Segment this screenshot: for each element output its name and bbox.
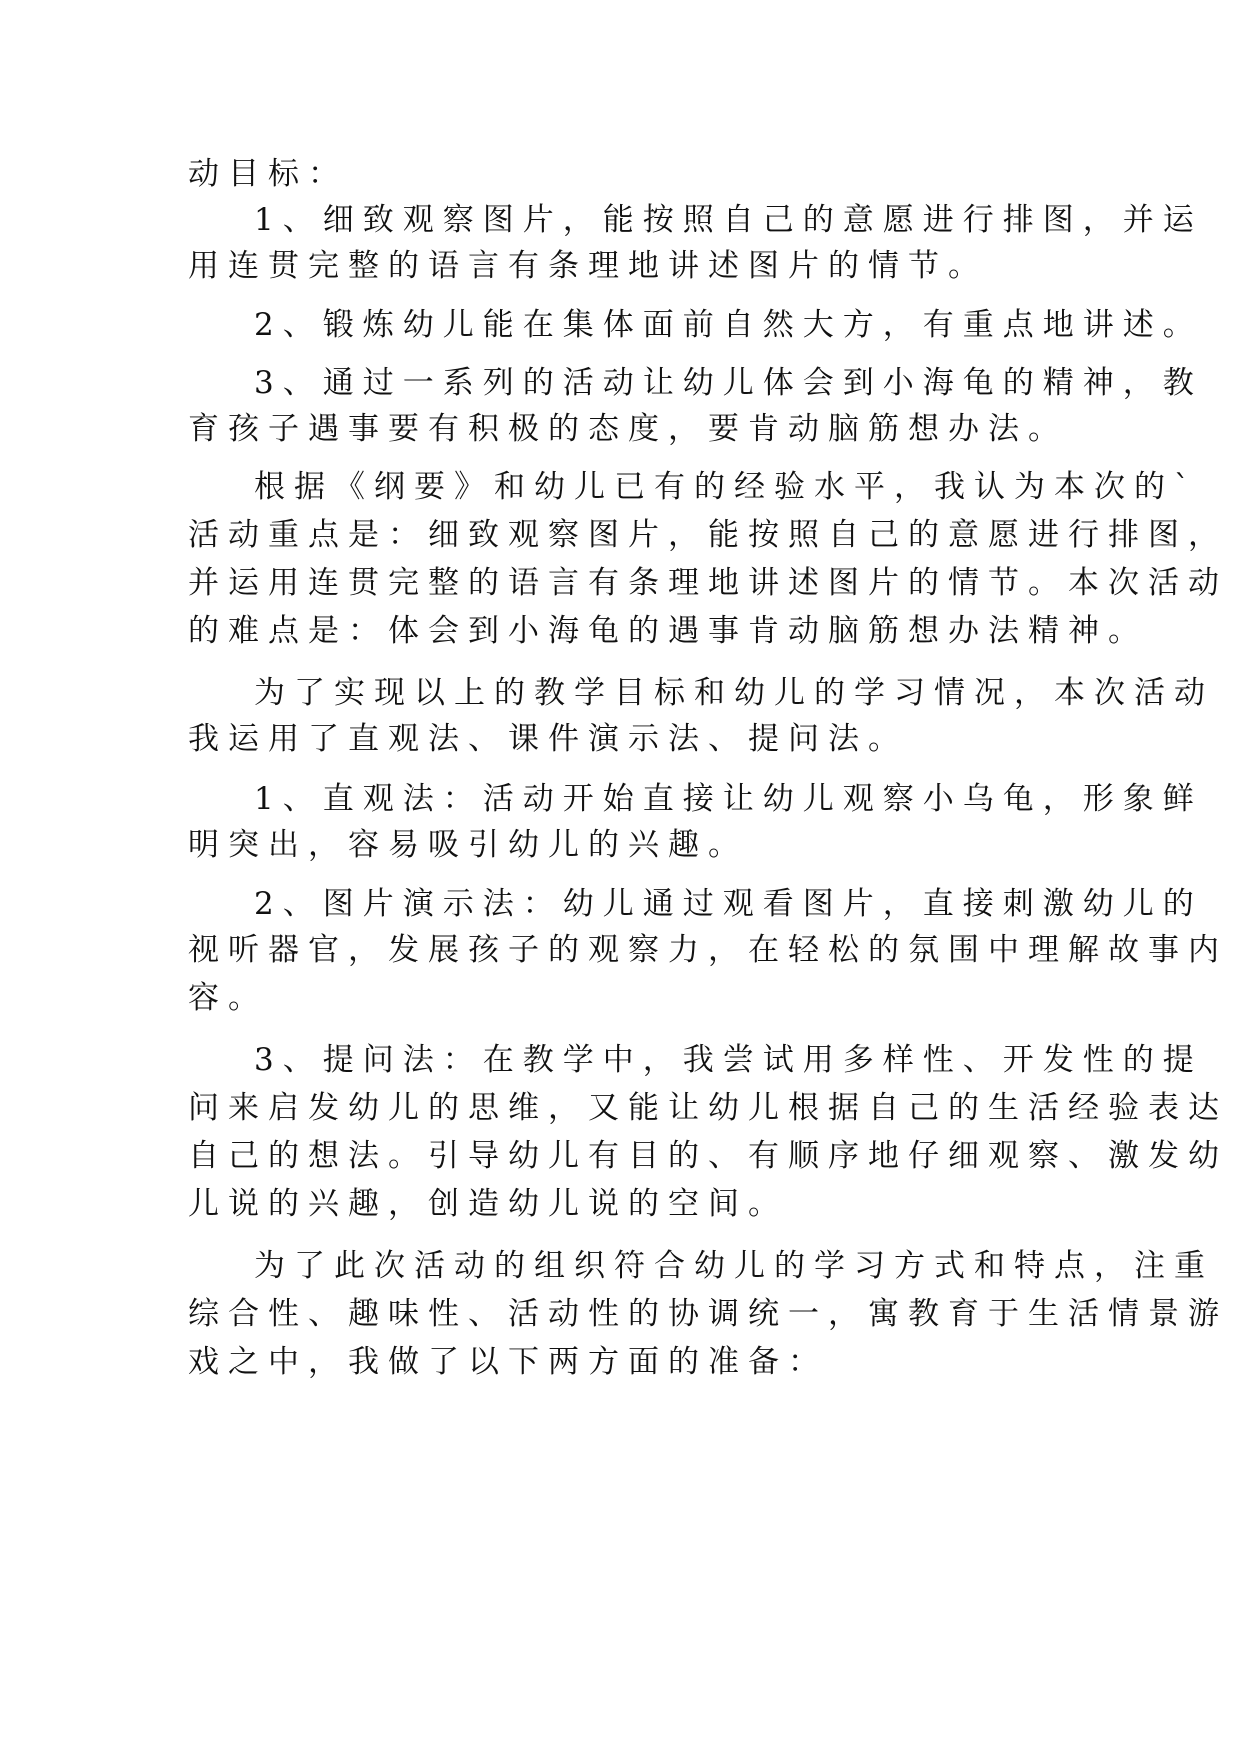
text-line: 问来启发幼儿的思维，又能让幼儿根据自己的生活经验表达 [188,1090,1228,1126]
text-line: 戏之中，我做了以下两方面的准备： [188,1344,828,1380]
text-line: 明突出，容易吸引幼儿的兴趣。 [188,827,748,863]
text-line: 为了此次活动的组织符合幼儿的学习方式和特点，注重 [254,1248,1214,1284]
text-line: 儿说的兴趣，创造幼儿说的空间。 [188,1186,788,1222]
text-line: 用连贯完整的语言有条理地讲述图片的情节。 [188,248,988,284]
text-line: 活动重点是：细致观察图片，能按照自己的意愿进行排图， [188,517,1228,553]
text-line: 容。 [188,980,268,1016]
text-line: 2、锻炼幼儿能在集体面前自然大方，有重点地讲述。 [254,307,1203,343]
text-line: 视听器官，发展孩子的观察力，在轻松的氛围中理解故事内 [188,932,1228,968]
text-line: 1、直观法：活动开始直接让幼儿观察小乌龟，形象鲜 [254,781,1203,817]
text-line: 我运用了直观法、课件演示法、提问法。 [188,721,908,757]
text-line: 综合性、趣味性、活动性的协调统一，寓教育于生活情景游 [188,1296,1228,1332]
text-line: 自己的想法。引导幼儿有目的、有顺序地仔细观察、激发幼 [188,1138,1228,1174]
text-line: 为了实现以上的教学目标和幼儿的学习情况，本次活动 [254,675,1214,711]
text-line: 动目标： [188,156,348,192]
text-line: 育孩子遇事要有积极的态度，要肯动脑筋想办法。 [188,411,1068,447]
text-line: 并运用连贯完整的语言有条理地讲述图片的情节。本次活动 [188,565,1228,601]
text-line: 的难点是：体会到小海龟的遇事肯动脑筋想办法精神。 [188,613,1148,649]
text-line: 根据《纲要》和幼儿已有的经验水平，我认为本次的` [254,469,1199,505]
text-line: 2、图片演示法：幼儿通过观看图片，直接刺激幼儿的 [254,886,1203,922]
text-line: 1、细致观察图片，能按照自己的意愿进行排图，并运 [254,202,1203,238]
text-line: 3、通过一系列的活动让幼儿体会到小海龟的精神，教 [254,365,1203,401]
text-line: 3、提问法：在教学中，我尝试用多样性、开发性的提 [254,1042,1203,1078]
